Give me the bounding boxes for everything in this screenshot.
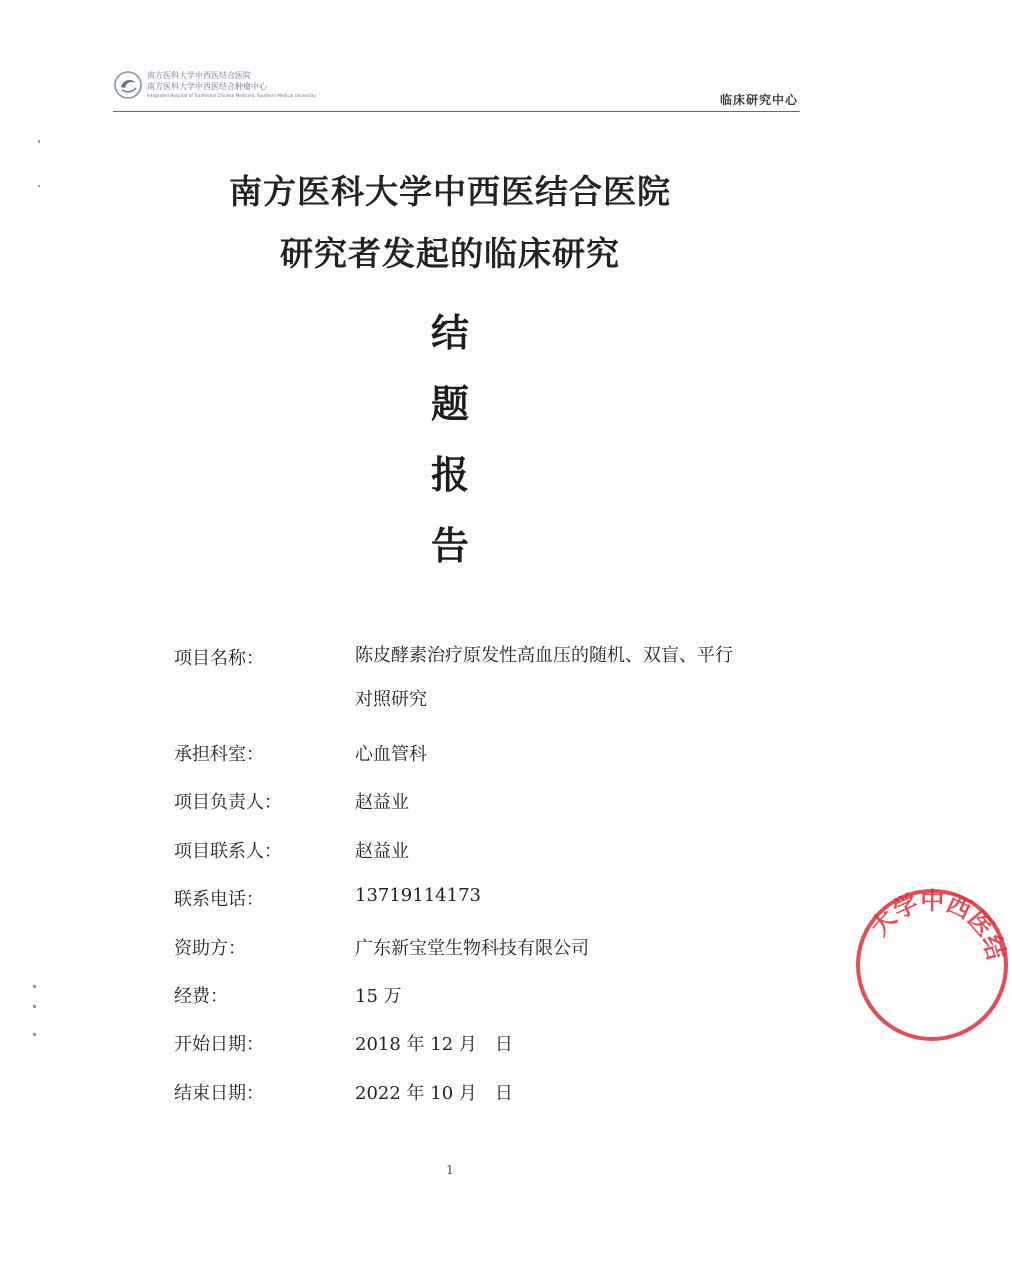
logo-text <box>147 70 316 99</box>
hospital-logo <box>113 68 316 104</box>
leader-label: 项目负责人： <box>174 792 282 814</box>
project-info <box>174 638 734 1121</box>
info-row-end-date <box>174 1073 734 1121</box>
department-value: 心血管科 <box>355 744 427 765</box>
title-line-2: 研究者发起的临床研究 <box>280 234 620 273</box>
contact-value: 赵益业 <box>355 840 409 862</box>
official-seal-stamp <box>852 885 1012 1045</box>
phone-label: 联系电话： <box>174 889 264 911</box>
scan-speck <box>38 185 40 187</box>
page-number: 1 <box>446 1163 454 1177</box>
info-row-sponsor <box>174 928 734 976</box>
funding-value: 15 万 <box>355 985 402 1007</box>
project-name-label: 项目名称： <box>174 648 264 669</box>
scan-speck <box>33 985 36 988</box>
svg-text:大学中西医结: 大学中西医结 <box>865 886 1011 963</box>
info-row-funding <box>174 976 734 1024</box>
start-date-label: 开始日期： <box>174 1034 264 1056</box>
report-char-3: 报 <box>430 453 469 497</box>
title-line-1: 南方医科大学中西医结合医院 <box>229 172 671 211</box>
header-divider <box>113 111 800 112</box>
page-header <box>113 62 800 112</box>
scan-speck <box>33 1033 36 1036</box>
info-row-start-date <box>174 1024 734 1072</box>
info-row-leader <box>174 782 734 830</box>
sponsor-value: 广东新宝堂生物科技有限公司 <box>355 937 589 959</box>
logo-line-3: Integrated Hospital of Traditional Chinese Medicine, Southern Medical University <box>147 93 316 98</box>
info-row-phone <box>174 879 734 927</box>
scan-speck <box>33 1005 36 1008</box>
funding-label: 经费： <box>174 985 228 1007</box>
project-name-value: 陈皮酵素治疗原发性高血压的随机、双盲、平行对照研究 <box>355 645 733 710</box>
sponsor-label: 资助方： <box>174 937 246 959</box>
department-label: 承担科室： <box>174 744 264 765</box>
info-row-department <box>174 734 734 782</box>
info-row-contact <box>174 831 734 879</box>
header-department: 临床研究中心 <box>719 93 798 107</box>
phone-value: 13719114173 <box>355 885 481 907</box>
hospital-logo-icon <box>113 70 143 100</box>
contact-label: 项目联系人： <box>174 840 282 862</box>
end-date-value: 2022 年 10 月 日 <box>355 1082 513 1104</box>
logo-line-1: 南方医科大学中西医结合医院 <box>147 71 251 80</box>
start-date-value: 2018 年 12 月 日 <box>355 1034 513 1056</box>
scan-speck <box>38 140 40 143</box>
report-char-4: 告 <box>430 524 469 568</box>
report-char-2: 题 <box>430 382 469 426</box>
end-date-label: 结束日期： <box>174 1082 264 1104</box>
report-char-1: 结 <box>430 311 469 355</box>
info-row-project-name <box>174 638 734 734</box>
leader-value: 赵益业 <box>355 792 409 814</box>
logo-line-2: 南方医科大学中西医结合肿瘤中心 <box>147 82 267 91</box>
